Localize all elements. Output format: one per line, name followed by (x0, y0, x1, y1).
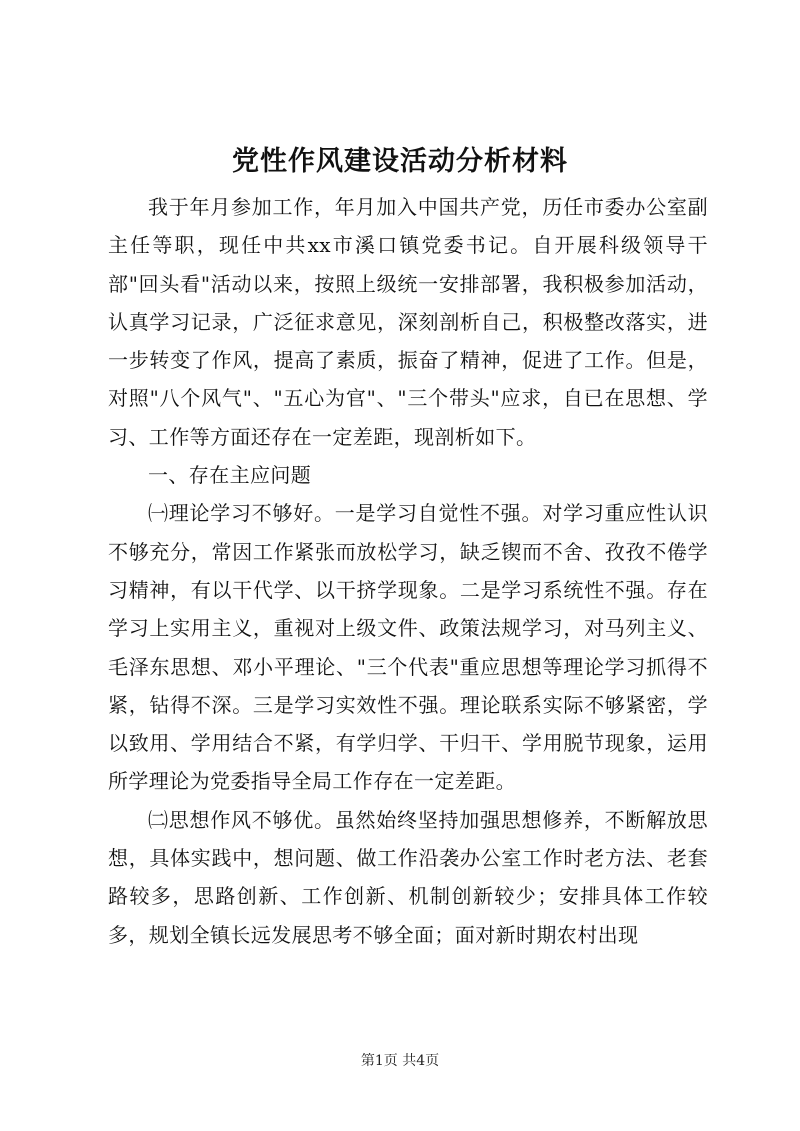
page-number-footer: 第1页 共4页 (360, 1053, 440, 1069)
section-heading: 一、存在主应问题 (148, 463, 312, 488)
intro-paragraph: 我于年月参加工作，年月加入中国共产党，历任市委办公室副主任等职，现任中共xx市溪口镇党委书记。自开展科级领导干部"回头看"活动以来，按照上级统一安排部署，我积极参加活动，认真学习记录，广泛征求意见，深刻剖析自己，积极整改落实，进一步转变了作风，提高了素质，振奋了精神，促进了工作。但是，对照"八个风气"、"五心为官"、"三个带头"应求，自已在思想、学习、工作等方面还存在一定差距，现剖析如下。 (108, 195, 708, 449)
thinking-style-paragraph: ㈡思想作风不够优。虽然始终坚持加强思想修养，不断解放思想，具体实践中，想问题、做工作沿袭办公室工作时老方法、老套路较多，思路创新、工作创新、机制创新较少；安排具体工作较多，规划全镇长远发展思考不够全面；面对新时期农村出现 (108, 807, 708, 947)
theory-study-paragraph: ㈠理论学习不够好。一是学习自觉性不强。对学习重应性认识不够充分，常因工作紧张而放松学习，缺乏锲而不舍、孜孜不倦学习精神，有以干代学、以干挤学现象。二是学习系统性不强。存在学习上实用主义，重视对上级文件、政策法规学习，对马列主义、毛泽东思想、邓小平理论、"三个代表"重应思想等理论学习抓得不紧，钻得不深。三是学习实效性不强。理论联系实际不够紧密，学以致用、学用结合不紧，有学归学、干归干、学用脱节现象，运用所学理论为党委指导全局工作存在一定差距。 (108, 501, 708, 794)
document-body (108, 188, 708, 954)
document-title: 党性作风建设活动分析材料 (232, 146, 568, 177)
